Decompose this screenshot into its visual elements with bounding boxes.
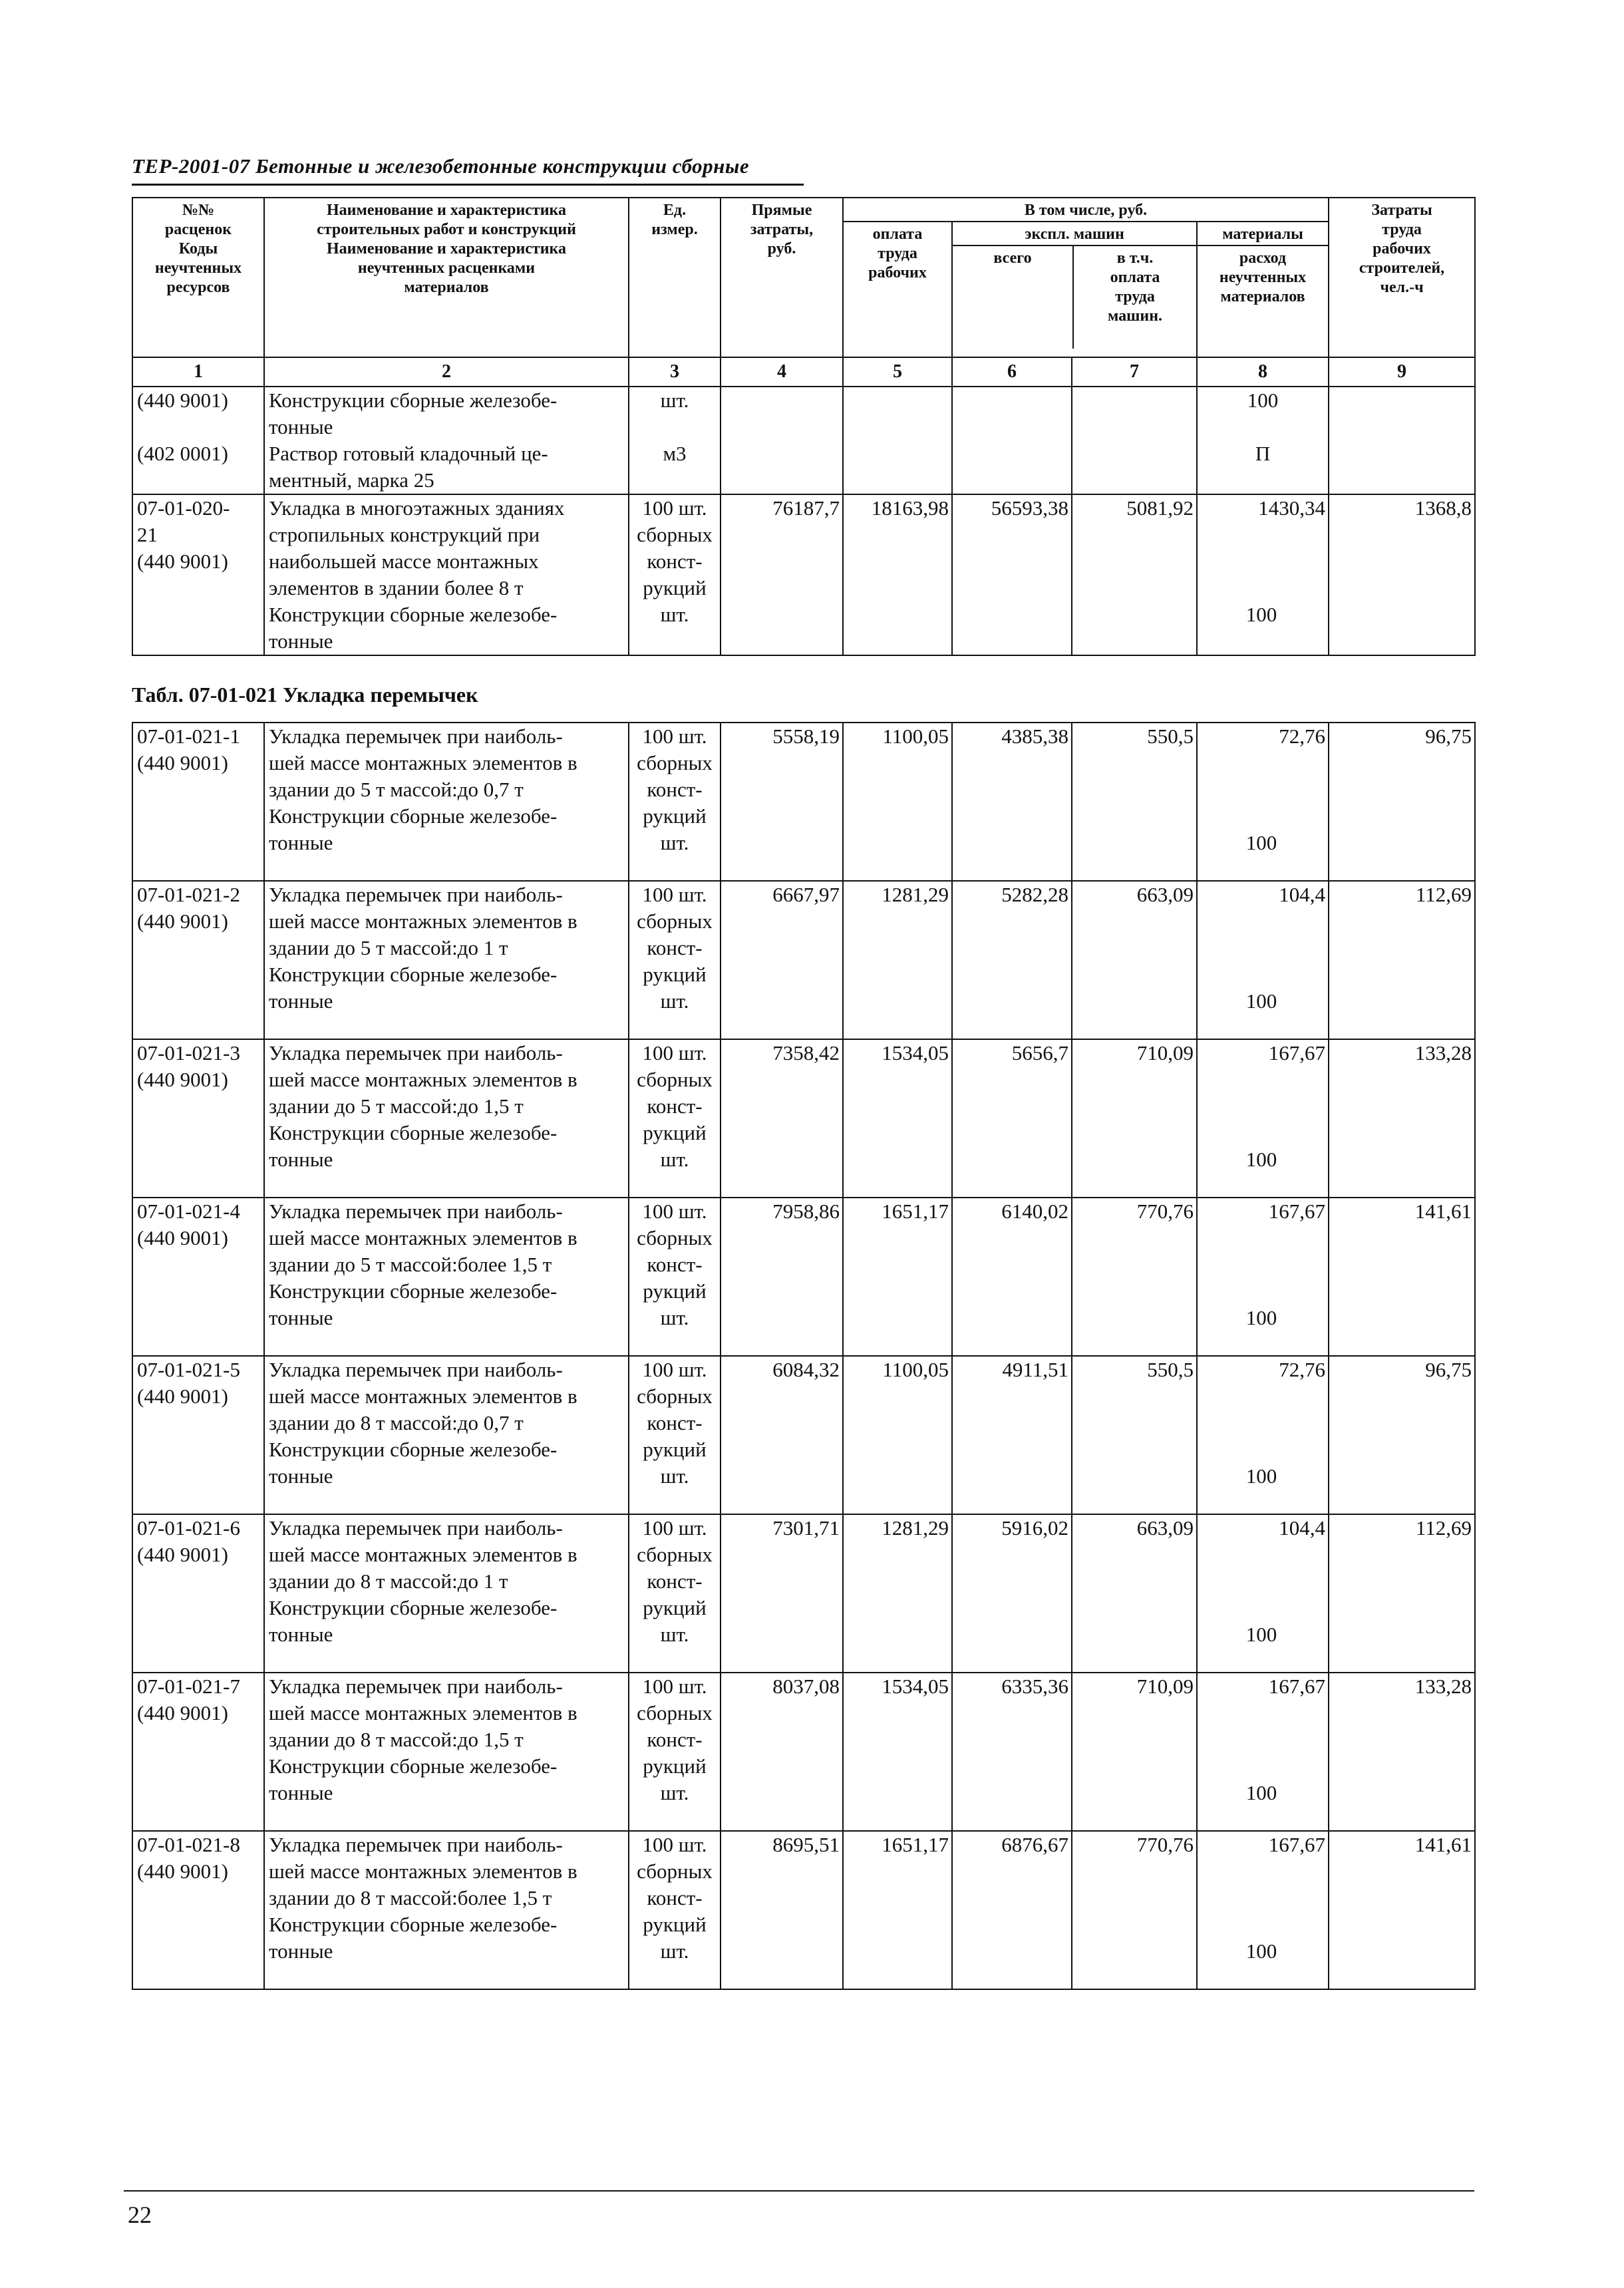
materials: 167,67 — [1268, 1675, 1325, 1698]
labor-hours: 96,75 — [1425, 1358, 1472, 1381]
rate-code-cell — [132, 881, 264, 1039]
labor-pay-cell — [843, 1673, 952, 1831]
col-1-header — [132, 198, 264, 357]
material-consumption: 100 — [1245, 1623, 1277, 1646]
materials: 167,67 — [1268, 1833, 1325, 1856]
page-header: ТЕР-2001-07 Бетонные и железобетонные конструкции сборные — [132, 154, 750, 178]
rate-unit: 100 шт. сборных конст- рукций — [637, 1516, 713, 1619]
labor-hours: 141,61 — [1414, 1200, 1472, 1223]
column-number: 4 — [721, 357, 843, 387]
col-5-header: оплата труда рабочих — [843, 222, 952, 357]
rate-code-cell — [132, 723, 264, 881]
material-code: (440 9001) — [137, 909, 228, 933]
rate-name-cell — [264, 1831, 629, 1989]
rate-name: Укладка перемычек при наиболь- шей массе монтажных элементов в здании до 5 т массой:более 1,5 т — [269, 1200, 577, 1276]
machines-total: 5282,28 — [1001, 883, 1068, 906]
machines-total-cell — [952, 1673, 1072, 1831]
machines-labor: 550,5 — [1147, 725, 1194, 748]
column-number: 6 — [952, 357, 1072, 387]
rate-code-cell — [132, 1039, 264, 1198]
material-unit: шт. — [660, 831, 689, 854]
column-number: 8 — [1197, 357, 1329, 387]
direct-costs: 8037,08 — [772, 1675, 840, 1698]
machines-labor-cell — [1072, 494, 1197, 655]
material-name: Конструкции сборные железобе- тонные — [269, 1438, 558, 1488]
unit-cell — [629, 1198, 721, 1356]
col-9-header: Затраты труда рабочих строителей, чел.-ч — [1329, 198, 1475, 357]
column-number: 7 — [1072, 357, 1197, 387]
col-2-bottom-label: Наименование и характеристика неучтенных расценками материалов — [326, 240, 567, 296]
labor-pay: 1534,05 — [882, 1041, 949, 1064]
rate-code-cell — [132, 1514, 264, 1673]
labor-hours-cell — [1329, 1673, 1475, 1831]
materials: 104,4 — [1279, 1516, 1325, 1540]
empty-cell — [843, 387, 952, 440]
material-unit: шт. — [660, 1939, 689, 1963]
labor-hours-cell — [1329, 494, 1475, 655]
rate-code: 07-01-021-7 — [137, 1675, 240, 1698]
machines-labor-cell — [1072, 881, 1197, 1039]
material-consumption: 100 — [1245, 831, 1277, 854]
col-3-header: Ед. измер. — [629, 198, 721, 357]
rate-name: Укладка перемычек при наиболь- шей массе монтажных элементов в здании до 8 т массой:до 1 т — [269, 1516, 577, 1593]
rate-code: 07-01-021-5 — [137, 1358, 240, 1381]
empty-cell — [1329, 387, 1475, 440]
labor-hours-cell — [1329, 1831, 1475, 1989]
material-name: Конструкции сборные железобе- тонные — [269, 1754, 558, 1804]
rate-name: Укладка в многоэтажных зданиях стропильных конструкций при наибольшей массе монтажных элементов в здании более 8 т — [269, 496, 565, 599]
unit-cell — [629, 881, 721, 1039]
machines-labor: 770,76 — [1136, 1833, 1194, 1856]
empty-cell — [843, 440, 952, 494]
rate-code: 07-01-021-4 — [137, 1200, 240, 1223]
labor-hours: 1368,8 — [1414, 496, 1472, 520]
labor-hours: 133,28 — [1414, 1675, 1472, 1698]
table-title: Табл. 07-01-021 Укладка перемычек — [132, 683, 478, 707]
material-unit-cell: шт. — [629, 387, 721, 440]
direct-costs-cell — [721, 1198, 843, 1356]
materials-cell — [1197, 1356, 1329, 1514]
rate-code-cell — [132, 494, 264, 655]
direct-costs-cell — [721, 494, 843, 655]
rate-unit: 100 шт. сборных конст- рукций — [637, 1358, 713, 1461]
rate-code: 07-01-021-3 — [137, 1041, 240, 1064]
rate-name-cell — [264, 1039, 629, 1198]
labor-pay: 1534,05 — [882, 1675, 949, 1698]
material-consumption: 100 — [1245, 989, 1277, 1013]
col-67-header — [952, 222, 1197, 357]
rate-name-cell — [264, 881, 629, 1039]
direct-costs: 7358,42 — [772, 1041, 840, 1064]
col-8-top-label: материалы — [1198, 222, 1328, 246]
labor-hours-cell — [1329, 1198, 1475, 1356]
direct-costs-cell — [721, 1356, 843, 1514]
rate-unit: 100 шт. сборных конст- рукций — [637, 1833, 713, 1936]
col-2-header — [264, 198, 629, 357]
top-rate-table — [132, 197, 1476, 656]
material-code: (440 9001) — [137, 1543, 228, 1566]
labor-hours-cell — [1329, 723, 1475, 881]
column-number: 5 — [843, 357, 952, 387]
table-row — [132, 1356, 1475, 1514]
labor-pay: 1281,29 — [882, 1516, 949, 1540]
col-1-top-label: №№ расценок — [164, 202, 232, 238]
col-8-bottom-label: расход неучтенных материалов — [1219, 249, 1307, 305]
material-code: (440 9001) — [137, 1068, 228, 1091]
machines-total-cell — [952, 723, 1072, 881]
material-unit: шт. — [660, 1306, 689, 1329]
material-code: (440 9001) — [137, 1701, 228, 1724]
labor-pay-cell — [843, 1198, 952, 1356]
rate-unit: 100 шт. сборных конст- рукций — [637, 1200, 713, 1303]
materials-cell — [1197, 723, 1329, 881]
material-name: Конструкции сборные железобе- тонные — [269, 603, 558, 653]
footer-rule — [124, 2190, 1474, 2192]
table-row — [132, 1673, 1475, 1831]
machines-total-cell — [952, 881, 1072, 1039]
unit-cell — [629, 1514, 721, 1673]
material-consumption: 100 — [1197, 387, 1329, 440]
labor-pay: 1281,29 — [882, 883, 949, 906]
direct-costs: 7301,71 — [772, 1516, 840, 1540]
rate-name: Укладка перемычек при наиболь- шей массе монтажных элементов в здании до 8 т массой:до 1,5 т — [269, 1675, 577, 1751]
direct-costs: 8695,51 — [772, 1833, 840, 1856]
rate-name: Укладка перемычек при наиболь- шей массе монтажных элементов в здании до 8 т массой:более 1,5 т — [269, 1833, 577, 1909]
labor-pay-cell — [843, 881, 952, 1039]
material-consumption: 100 — [1245, 1939, 1277, 1963]
group-header: В том числе, руб. — [843, 198, 1329, 222]
col-6-header: всего — [953, 246, 1074, 349]
table-row — [132, 494, 1475, 655]
machines-total: 5916,02 — [1001, 1516, 1068, 1540]
direct-costs: 5558,19 — [772, 725, 840, 748]
rate-code-cell — [132, 1831, 264, 1989]
machines-labor-cell — [1072, 1356, 1197, 1514]
material-code: (440 9001) — [137, 550, 228, 573]
labor-hours-cell — [1329, 881, 1475, 1039]
material-name: Конструкции сборные железобе- тонные — [269, 1279, 558, 1329]
empty-cell — [721, 440, 843, 494]
rate-name: Укладка перемычек при наиболь- шей массе монтажных элементов в здании до 5 т массой:до 1 т — [269, 883, 577, 959]
rate-name: Укладка перемычек при наиболь- шей массе монтажных элементов в здании до 8 т массой:до 0,7 т — [269, 1358, 577, 1434]
rate-code: 07-01-021-6 — [137, 1516, 240, 1540]
header-rule — [132, 184, 804, 186]
table-row — [132, 723, 1475, 881]
labor-hours: 96,75 — [1425, 725, 1472, 748]
machines-labor: 770,76 — [1136, 1200, 1194, 1223]
machines-labor: 550,5 — [1147, 1358, 1194, 1381]
materials: 72,76 — [1279, 1358, 1325, 1381]
labor-pay-cell — [843, 1514, 952, 1673]
rate-unit: 100 шт. сборных конст- рукций — [637, 496, 713, 599]
col-2-top-label: Наименование и характеристика строительных работ и конструкций — [317, 202, 576, 238]
labor-pay-cell — [843, 1831, 952, 1989]
unit-cell — [629, 494, 721, 655]
column-number: 3 — [629, 357, 721, 387]
machines-labor: 710,09 — [1136, 1675, 1194, 1698]
empty-cell — [1329, 440, 1475, 494]
materials-cell — [1197, 1039, 1329, 1198]
lintel-table-body — [132, 723, 1475, 1989]
empty-cell — [1072, 387, 1197, 440]
column-numbers-row — [132, 357, 1475, 387]
direct-costs-cell — [721, 1039, 843, 1198]
rate-name-cell — [264, 1198, 629, 1356]
materials: 167,67 — [1268, 1041, 1325, 1064]
material-name: Конструкции сборные железобе- тонные — [269, 1913, 558, 1963]
column-number: 1 — [132, 357, 264, 387]
direct-costs: 76187,7 — [772, 496, 840, 520]
table-row — [132, 1514, 1475, 1673]
materials-cell — [1197, 1831, 1329, 1989]
labor-pay: 1100,05 — [882, 1358, 949, 1381]
material-unit: шт. — [660, 1781, 689, 1804]
machines-total: 6335,36 — [1001, 1675, 1068, 1698]
rate-unit: 100 шт. сборных конст- рукций — [637, 1041, 713, 1144]
labor-hours-cell — [1329, 1039, 1475, 1198]
material-code: (440 9001) — [137, 1860, 228, 1883]
machines-labor: 5081,92 — [1126, 496, 1194, 520]
rate-name-cell — [264, 1514, 629, 1673]
machines-total: 4911,51 — [1002, 1358, 1068, 1381]
rate-unit: 100 шт. сборных конст- рукций — [637, 725, 713, 828]
material-unit: шт. — [660, 603, 689, 626]
machines-labor-cell — [1072, 1831, 1197, 1989]
materials: 1430,34 — [1258, 496, 1326, 520]
material-name: Конструкции сборные железобе- тонные — [269, 963, 558, 1013]
unit-cell — [629, 1831, 721, 1989]
table-row — [132, 387, 1475, 440]
labor-pay-cell — [843, 1039, 952, 1198]
materials: 72,76 — [1279, 725, 1325, 748]
material-code-cell: (402 0001) — [132, 440, 264, 494]
labor-hours: 112,69 — [1415, 883, 1472, 906]
machines-total-cell — [952, 1356, 1072, 1514]
machines-labor-cell — [1072, 1514, 1197, 1673]
material-consumption: 100 — [1245, 1464, 1277, 1488]
col-7-header: в т.ч. оплата труда машин. — [1107, 249, 1163, 325]
material-consumption: 100 — [1245, 1306, 1277, 1329]
table-row — [132, 440, 1475, 494]
machines-labor: 710,09 — [1136, 1041, 1194, 1064]
labor-hours-cell — [1329, 1356, 1475, 1514]
unit-cell — [629, 1356, 721, 1514]
materials-cell — [1197, 1514, 1329, 1673]
labor-pay-cell — [843, 494, 952, 655]
rate-code-cell — [132, 1673, 264, 1831]
rate-code-cell — [132, 1356, 264, 1514]
unit-cell — [629, 723, 721, 881]
direct-costs-cell — [721, 1673, 843, 1831]
top-table-body — [132, 198, 1475, 655]
direct-costs: 6667,97 — [772, 883, 840, 906]
material-code: (440 9001) — [137, 751, 228, 774]
direct-costs: 6084,32 — [772, 1358, 840, 1381]
direct-costs-cell — [721, 1514, 843, 1673]
materials-cell — [1197, 1198, 1329, 1356]
rate-code: 07-01-021-2 — [137, 883, 240, 906]
labor-pay-cell — [843, 723, 952, 881]
column-number: 9 — [1329, 357, 1475, 387]
rate-unit: 100 шт. сборных конст- рукций — [637, 1675, 713, 1778]
col-4-header: Прямые затраты, руб. — [721, 198, 843, 357]
materials: 167,67 — [1268, 1200, 1325, 1223]
direct-costs-cell — [721, 1831, 843, 1989]
labor-hours: 141,61 — [1414, 1833, 1472, 1856]
labor-pay: 1651,17 — [882, 1833, 949, 1856]
column-number: 2 — [264, 357, 629, 387]
machines-labor: 663,09 — [1136, 1516, 1194, 1540]
machines-total-cell — [952, 494, 1072, 655]
table-row — [132, 1039, 1475, 1198]
material-code-cell: (440 9001) — [132, 387, 264, 440]
machines-total-cell — [952, 1039, 1072, 1198]
machines-labor-cell — [1072, 723, 1197, 881]
rate-name-cell — [264, 1673, 629, 1831]
materials-cell — [1197, 1673, 1329, 1831]
material-consumption: П — [1197, 440, 1329, 494]
direct-costs-cell — [721, 723, 843, 881]
material-name: Конструкции сборные железобе- тонные — [269, 1121, 558, 1171]
material-unit: шт. — [660, 989, 689, 1013]
direct-costs: 7958,86 — [772, 1200, 840, 1223]
empty-cell — [1072, 440, 1197, 494]
machines-labor-cell — [1072, 1198, 1197, 1356]
lintel-rate-table — [132, 722, 1476, 1990]
material-name: Конструкции сборные железобе- тонные — [269, 804, 558, 854]
labor-hours-cell — [1329, 1514, 1475, 1673]
rate-unit: 100 шт. сборных конст- рукций — [637, 883, 713, 986]
machines-total: 56593,38 — [991, 496, 1068, 520]
direct-costs-cell — [721, 881, 843, 1039]
machines-total-cell — [952, 1514, 1072, 1673]
materials: 104,4 — [1279, 883, 1325, 906]
empty-cell — [952, 440, 1072, 494]
machines-labor-cell — [1072, 1039, 1197, 1198]
col-8-header — [1197, 222, 1329, 357]
rate-name-cell — [264, 494, 629, 655]
machines-labor: 663,09 — [1136, 883, 1194, 906]
table-row — [132, 1198, 1475, 1356]
material-name-cell: Конструкции сборные железобе- тонные — [264, 387, 629, 440]
rate-code: 07-01-020- 21 — [137, 496, 230, 546]
machines-group-label: экспл. машин — [953, 222, 1196, 246]
empty-cell — [721, 387, 843, 440]
machines-total-cell — [952, 1831, 1072, 1989]
labor-pay-cell — [843, 1356, 952, 1514]
material-unit: шт. — [660, 1623, 689, 1646]
table-row — [132, 881, 1475, 1039]
material-consumption: 100 — [1245, 1781, 1277, 1804]
material-name: Конструкции сборные железобе- тонные — [269, 1596, 558, 1646]
col-1-bottom-label: Коды неучтенных ресурсов — [154, 240, 242, 296]
labor-pay: 1651,17 — [882, 1200, 949, 1223]
machines-total-cell — [952, 1198, 1072, 1356]
material-code: (440 9001) — [137, 1385, 228, 1408]
table-row — [132, 1831, 1475, 1989]
rate-code-cell — [132, 1198, 264, 1356]
material-unit: шт. — [660, 1464, 689, 1488]
labor-pay: 18163,98 — [871, 496, 949, 520]
material-unit-cell: м3 — [629, 440, 721, 494]
rate-code: 07-01-021-8 — [137, 1833, 240, 1856]
material-consumption: 100 — [1245, 603, 1277, 626]
materials-cell — [1197, 494, 1329, 655]
material-code: (440 9001) — [137, 1226, 228, 1249]
rate-name: Укладка перемычек при наиболь- шей массе монтажных элементов в здании до 5 т массой:до 0,7 т — [269, 725, 577, 801]
labor-hours: 133,28 — [1414, 1041, 1472, 1064]
material-consumption: 100 — [1245, 1148, 1277, 1171]
page-number: 22 — [128, 2202, 152, 2228]
unit-cell — [629, 1039, 721, 1198]
machines-total: 6876,67 — [1001, 1833, 1068, 1856]
unit-cell — [629, 1673, 721, 1831]
rate-name-cell — [264, 1356, 629, 1514]
rate-name-cell — [264, 723, 629, 881]
rate-code: 07-01-021-1 — [137, 725, 240, 748]
materials-cell — [1197, 881, 1329, 1039]
machines-labor-cell — [1072, 1673, 1197, 1831]
rate-name: Укладка перемычек при наиболь- шей массе монтажных элементов в здании до 5 т массой:до 1,5 т — [269, 1041, 577, 1118]
labor-hours: 112,69 — [1415, 1516, 1472, 1540]
labor-pay: 1100,05 — [882, 725, 949, 748]
machines-total: 6140,02 — [1001, 1200, 1068, 1223]
machines-total: 4385,38 — [1001, 725, 1068, 748]
machines-total: 5656,7 — [1011, 1041, 1068, 1064]
empty-cell — [952, 387, 1072, 440]
material-unit: шт. — [660, 1148, 689, 1171]
material-name-cell: Раствор готовый кладочный це- ментный, марка 25 — [264, 440, 629, 494]
